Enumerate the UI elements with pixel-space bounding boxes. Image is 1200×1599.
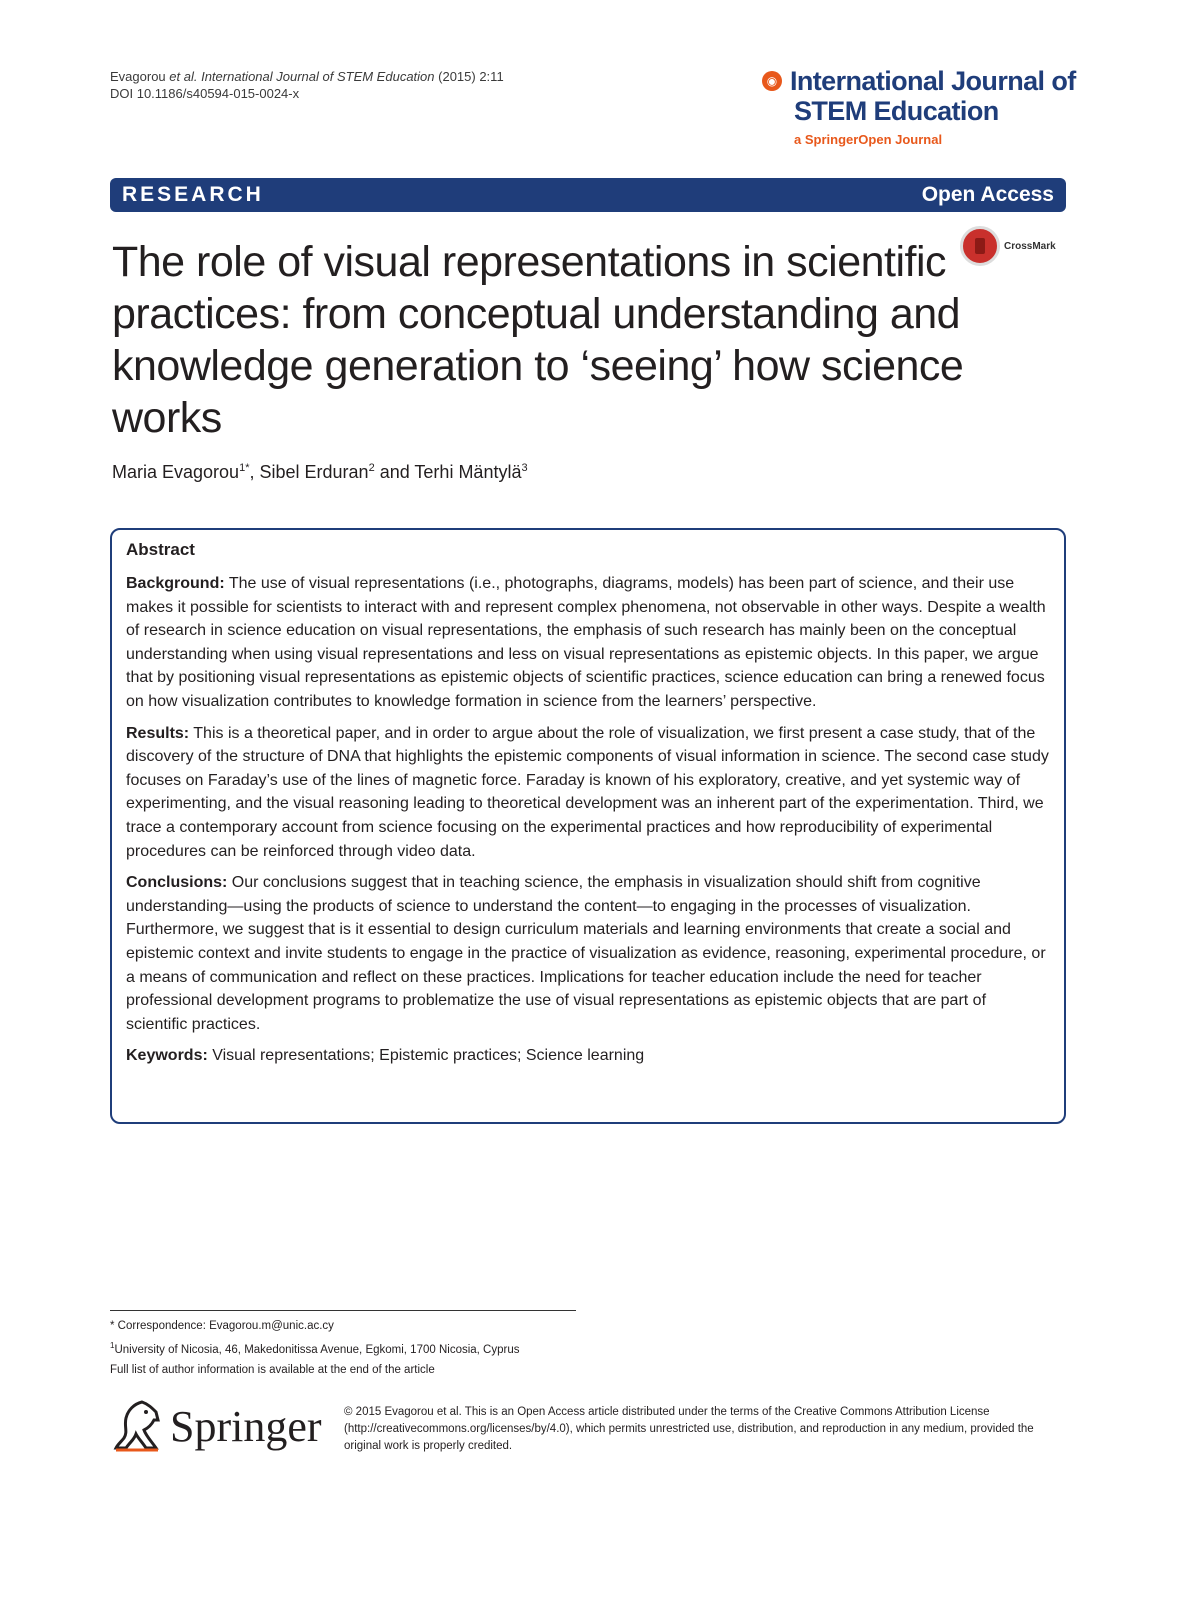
springer-logo[interactable]	[112, 1398, 322, 1454]
conclusions-label: Conclusions:	[126, 874, 228, 892]
footnote	[110, 1316, 590, 1380]
author-affiliation-mark: 3	[521, 462, 528, 474]
abstract-results	[126, 722, 1050, 864]
keywords-text: Visual representations; Epistemic practices; Science learning	[207, 1047, 645, 1065]
citation-journal: International Journal of STEM Education	[201, 69, 435, 84]
crossmark-icon	[960, 226, 1000, 266]
citation-authors: Evagorou	[110, 69, 166, 84]
background-text: The use of visual representations (i.e., photographs, diagrams, models) has been part of science, and their use makes it possible for scientists to interact with and represent complex phenomena, not observable in other ways. Despite a wealth of research in science education on visual representations, the emphasis of such research has mainly been on the conceptual understanding when using visual representations and less on visual representations as epistemic objects. In this paper, we argue that by positioning visual representations as epistemic objects of scientific practices, science education can bring a renewed focus on how visualization contributes to knowledge formation in science from the learners’ perspective.	[126, 575, 1046, 710]
keywords-label: Keywords:	[126, 1047, 208, 1065]
citation-header	[110, 68, 504, 102]
license-statement: © 2015 Evagorou et al. This is an Open Access article distributed under the terms of the Creative Commons Attribution License (http://creativecommons.org/licenses/by/4.0), which permits unrestricted use, distribution, and reproduction in any medium, provided the original work is properly credited.	[344, 1406, 1034, 1452]
author-separator: and	[374, 462, 415, 482]
crossmark-label: CrossMark	[1004, 240, 1056, 252]
conclusions-text: Our conclusions suggest that in teaching science, the emphasis in visualization should shift from cognitive understanding—using the products of science to understand the content—to engaging in the processes of visualization. Furthermore, we suggest that is it essential to design curriculum materials and learning environments that create a social and epistemic context and invite students to engage in the practice of visualization as evidence, reasoning, experimental procedure, or a means of communication and reflect on these practices. Implications for teacher education include the need for teacher professional development programs to problematize the use of visual representations as epistemic objects that are part of scientific practices.	[126, 874, 1046, 1033]
citation-year-volume: (2015) 2:11	[438, 69, 504, 84]
author-affiliation-mark: 1*	[239, 462, 250, 474]
correspondence-mark: *	[110, 1320, 115, 1332]
journal-logo[interactable]	[762, 66, 1076, 147]
abstract-background	[126, 572, 1050, 714]
citation-line	[110, 68, 504, 85]
author-name[interactable]: Sibel Erduran	[259, 462, 369, 482]
abstract-conclusions	[126, 871, 1050, 1036]
author-separator: ,	[249, 462, 260, 482]
crossmark-badge[interactable]	[960, 226, 1056, 266]
doi-link[interactable]: DOI 10.1186/s40594-015-0024-x	[110, 86, 300, 101]
article-title: The role of visual representations in scientific practices: from conceptual understanding and knowledge generation to ‘seeing’ how science works	[112, 238, 964, 442]
springer-wordmark: Springer	[170, 1401, 322, 1451]
journal-name-line1: International Journal of	[790, 66, 1076, 96]
abstract-box	[110, 528, 1066, 1124]
affiliation-mark: 1	[110, 1341, 115, 1350]
open-access-label: Open Access	[921, 183, 1054, 206]
article-type-label: RESEARCH	[122, 183, 264, 206]
affiliation-text: University of Nicosia, 46, Makedonitissa Avenue, Egkomi, 1700 Nicosia, Cyprus	[114, 1343, 520, 1356]
author-name[interactable]: Terhi Mäntylä	[414, 462, 522, 482]
author-info-note: Full list of author information is available at the end of the article	[110, 1363, 435, 1376]
affiliation-line	[110, 1336, 590, 1360]
author-name[interactable]: Maria Evagorou	[112, 462, 240, 482]
citation-etal: et al.	[169, 69, 198, 84]
background-label: Background:	[126, 575, 225, 592]
footnote-divider	[110, 1310, 576, 1311]
article-type-bar	[110, 178, 1066, 212]
correspondence-line	[110, 1316, 590, 1336]
springer-horse-icon	[112, 1398, 162, 1454]
journal-name-line2: STEM Education	[794, 96, 999, 126]
author-list	[112, 462, 528, 483]
correspondence-email[interactable]: Correspondence: Evagorou.m@unic.ac.cy	[114, 1320, 334, 1332]
author-affiliation-mark: 2	[368, 462, 375, 474]
abstract-heading: Abstract	[126, 540, 195, 559]
results-text: This is a theoretical paper, and in order to argue about the role of visualization, we first present a case study, that of the discovery of the structure of DNA that highlights the epistemic components of visual information in science. The second case study focuses on Faraday’s use of the lines of magnetic force. Faraday is known of his exploratory, creative, and yet systemic way of experimenting, and the visual reasoning leading to theoretical development was an inherent part of the experimentation. Third, we trace a contemporary account from science focusing on the experimental practices and how reproducibility of experimental procedures can be reinforced through video data.	[126, 724, 1049, 860]
results-label: Results:	[126, 724, 190, 742]
abstract-keywords	[126, 1044, 1050, 1068]
journal-logo-icon: ◉	[762, 71, 782, 91]
journal-tagline: a SpringerOpen Journal	[794, 132, 943, 147]
